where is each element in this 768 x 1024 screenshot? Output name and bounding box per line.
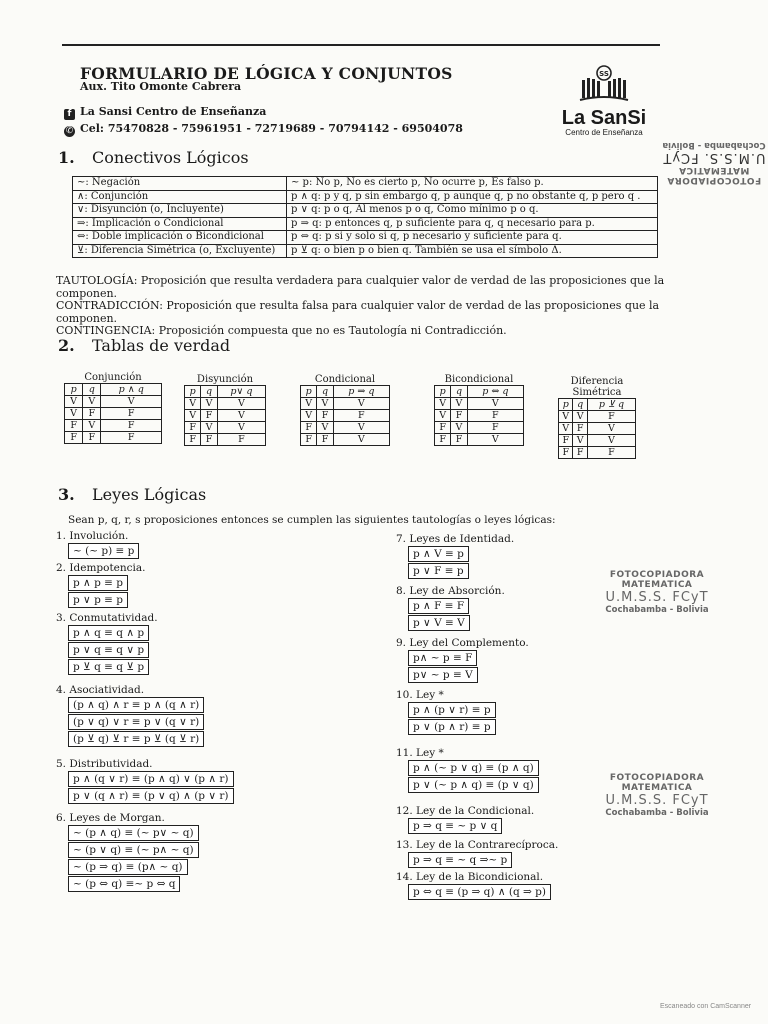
truth-table-cell: V (201, 398, 217, 410)
truth-table-row (301, 422, 390, 434)
law-group (396, 747, 539, 793)
vertical-stamp (662, 75, 766, 185)
truth-table-2 (184, 374, 266, 446)
law-title: 1. Involución. (56, 530, 129, 542)
truth-table-grid (434, 385, 524, 446)
truth-table-header: p (435, 386, 451, 398)
law-formula: p ∧ q ≡ q ∧ p (68, 625, 149, 641)
truth-table-cell: V (217, 410, 265, 422)
connective-name: ⇔: Doble implicación o Bicondicional (73, 231, 287, 245)
scanner-footer: Escaneado con CamScanner (660, 1003, 752, 1010)
truth-table-cell: V (65, 396, 83, 408)
section-3-title: Leyes Lógicas (92, 485, 207, 504)
connective-name: ∨: Disyunción (o, Incluyente) (73, 204, 287, 218)
truth-table-cell: F (301, 422, 317, 434)
truth-table-cell: V (101, 396, 162, 408)
law-title: 14. Ley de la Bicondicional. (396, 871, 544, 883)
connective-row (73, 204, 658, 218)
connective-row (73, 190, 658, 204)
truth-table-cell: V (333, 434, 389, 446)
truth-table-row (559, 435, 636, 447)
truth-table-1 (64, 372, 162, 444)
truth-table-cell: F (217, 434, 265, 446)
truth-table-header: q (201, 386, 217, 398)
connective-row (73, 177, 658, 191)
truth-table-cell: F (559, 435, 573, 447)
truth-table-cell: V (185, 410, 201, 422)
truth-table-header: p ⇔ q (467, 386, 523, 398)
truth-table-cell: F (451, 434, 467, 446)
truth-table-cell: F (201, 410, 217, 422)
truth-table-row (559, 447, 636, 459)
law-group (396, 585, 505, 631)
svg-text:SS: SS (599, 70, 609, 78)
truth-table-cell: F (101, 432, 162, 444)
logo-tagline: Centro de Enseñanza (565, 128, 643, 137)
truth-table-cell: F (587, 447, 635, 459)
law-formula: p ∨ p ≡ p (68, 592, 128, 608)
phone-numbers: Cel: 75470828 - 75961951 - 72719689 - 70794142 - 69504078 (80, 122, 463, 135)
truth-table-cell: V (201, 422, 217, 434)
section-3-number: 3. (58, 485, 75, 504)
center-name: La Sansi Centro de Enseñanza (80, 105, 267, 118)
truth-table-row (185, 434, 266, 446)
truth-table-row (185, 410, 266, 422)
truth-table-4 (434, 374, 524, 446)
truth-table-cell: F (435, 422, 451, 434)
truth-table-cell: V (217, 422, 265, 434)
stamp-a-line3: Cochabamba - Bolivia (605, 605, 709, 615)
truth-table-cell: V (217, 398, 265, 410)
truth-table-row (185, 422, 266, 434)
law-group (56, 562, 145, 608)
definitions (56, 275, 696, 338)
truth-table-row (301, 398, 390, 410)
section-3-heading (58, 485, 206, 504)
law-title: 13. Ley de la Contrarecíproca. (396, 839, 559, 851)
law-formula: p ∨ F ≡ p (408, 563, 469, 579)
truth-table-cell: V (301, 410, 317, 422)
truth-table-cell: V (559, 423, 573, 435)
truth-table-cell: V (333, 422, 389, 434)
truth-table-cell: V (65, 408, 83, 420)
truth-table-cell: V (573, 435, 587, 447)
law-formula: p ∨ (~ p ∧ q) ≡ (p ∨ q) (408, 777, 539, 793)
connective-description: ~ p: No p, No es cierto p, No ocurre p, Es falso p. (287, 177, 658, 191)
stamp-a-line2: U.M.S.S. FCyT (605, 590, 709, 605)
section-1-number: 1. (58, 148, 75, 167)
truth-table-cell: V (83, 420, 101, 432)
truth-table-header: q (317, 386, 333, 398)
truth-table-cell: V (559, 411, 573, 423)
law-title: 3. Conmutatividad. (56, 612, 158, 624)
truth-table-cell: F (65, 420, 83, 432)
law-formula: ~ (p ∨ q) ≡ (~ p∧ ~ q) (68, 842, 199, 858)
section-2-number: 2. (58, 336, 75, 355)
connective-row (73, 217, 658, 231)
truth-table-row (65, 420, 162, 432)
section-1-heading (58, 148, 249, 167)
connective-name: ∧: Conjunción (73, 190, 287, 204)
truth-table-cell: F (435, 434, 451, 446)
truth-table-cell: F (573, 423, 587, 435)
truth-table-cell: F (333, 410, 389, 422)
logo-brand: La SanSi (561, 107, 647, 129)
truth-table-header: q (573, 399, 587, 411)
truth-table-grid (184, 385, 266, 446)
truth-table-cell: F (559, 447, 573, 459)
document-title: FORMULARIO DE LÓGICA Y CONJUNTOS (80, 64, 453, 83)
connective-row (73, 244, 658, 258)
law-title: 5. Distributividad. (56, 758, 153, 770)
law-formula: p ∨ q ≡ q ∨ p (68, 642, 149, 658)
law-formula: p ⇒ q ≡ ~ p ∨ q (408, 818, 502, 834)
truth-table-row (301, 434, 390, 446)
connectives-table (72, 176, 658, 258)
truth-table-cell: V (467, 398, 523, 410)
law-formula: p ⊻ q ≡ q ⊻ p (68, 659, 149, 675)
whatsapp-icon: ✆ (65, 126, 74, 136)
truth-table-cell: V (333, 398, 389, 410)
truth-table-cell: F (317, 434, 333, 446)
truth-table-cell: F (185, 434, 201, 446)
law-formula: p ∧ p ≡ p (68, 575, 128, 591)
law-formula: p ∨ (p ∧ r) ≡ p (408, 719, 496, 735)
truth-table-header: p (185, 386, 201, 398)
stamp-b-line2: U.M.S.S. FCyT (605, 793, 709, 808)
law-formula: p ⇒ q ≡ ~ q ⇒~ p (408, 852, 512, 868)
law-formula: (p ∨ q) ∨ r ≡ p ∨ (q ∨ r) (68, 714, 204, 730)
truth-table-cell: V (451, 422, 467, 434)
book-logo-icon (574, 64, 634, 104)
lasansi-logo (548, 64, 660, 138)
truth-table-row (185, 398, 266, 410)
truth-table-row (435, 422, 524, 434)
truth-table-3 (300, 374, 390, 446)
truth-table-header: p∨ q (217, 386, 265, 398)
contingencia-definition: CONTINGENCIA: Proposición compuesta que no es Tautología ni Contradicción. (56, 324, 507, 337)
truth-table-title: Diferencia Simétrica (570, 376, 624, 398)
law-group (396, 533, 514, 579)
stamp-b-line3: Cochabamba - Bolivia (605, 808, 709, 818)
connective-description: p ∧ q: p y q, p sin embargo q, p aunque q, p no obstante q, p pero q . (287, 190, 658, 204)
truth-table-row (301, 410, 390, 422)
header-rule (62, 44, 660, 46)
law-group (56, 684, 204, 747)
law-group (56, 612, 158, 675)
laws-intro: Sean p, q, r, s proposiciones entonces se cumplen las siguientes tautologías o leyes lógicas: (68, 514, 556, 526)
law-formula: (p ∧ q) ∧ r ≡ p ∧ (q ∧ r) (68, 697, 204, 713)
contradiccion-definition: CONTRADICCIÓN: Proposición que resulta falsa para cualquier valor de verdad de las proposiciones que la componen. (56, 299, 660, 325)
truth-table-row (435, 410, 524, 422)
law-formula: p∧ ~ p ≡ F (408, 650, 477, 666)
law-title: 9. Ley del Complemento. (396, 637, 529, 649)
truth-table-cell: V (573, 411, 587, 423)
truth-table-cell: F (65, 432, 83, 444)
connective-description: p ∨ q: p o q, Al menos p o q, Como mínimo p o q. (287, 204, 658, 218)
truth-table-row (435, 434, 524, 446)
law-group (396, 839, 558, 868)
truth-table-cell: V (83, 396, 101, 408)
law-group (396, 637, 529, 683)
law-title: 2. Idempotencia. (56, 562, 146, 574)
center-line (64, 105, 266, 120)
truth-table-cell: F (83, 432, 101, 444)
connective-description: p ⊻ q: o bien p o bien q. También se usa el símbolo Δ. (287, 244, 658, 258)
truth-table-cell: F (573, 447, 587, 459)
law-formula: p ∧ (p ∨ r) ≡ p (408, 702, 496, 718)
truth-table-row (65, 396, 162, 408)
truth-table-cell: V (435, 410, 451, 422)
author-name: Aux. Tito Omonte Cabrera (80, 80, 242, 93)
truth-table-cell: F (467, 410, 523, 422)
law-formula: p∨ ~ p ≡ V (408, 667, 478, 683)
vstamp-line2: U.M.S.S. FCyT (662, 150, 766, 165)
law-formula: p ∨ (q ∧ r) ≡ (p ∨ q) ∧ (p ∨ r) (68, 788, 234, 804)
vstamp-line3: Cochabamba - Bolivia (662, 140, 766, 150)
truth-table-cell: F (301, 434, 317, 446)
truth-table-cell: F (467, 422, 523, 434)
truth-table-cell: F (101, 420, 162, 432)
law-formula: ~ (p ⇔ q) ≡~ p ⇔ q (68, 876, 180, 892)
truth-table-cell: V (587, 435, 635, 447)
truth-table-title: Condicional (314, 374, 376, 385)
law-title: 12. Ley de la Condicional. (396, 805, 535, 817)
section-2-heading (58, 336, 230, 355)
truth-table-cell: F (201, 434, 217, 446)
truth-table-title: Conjunción (84, 372, 142, 383)
truth-table-grid (64, 383, 162, 444)
truth-table-header: q (451, 386, 467, 398)
truth-table-cell: V (435, 398, 451, 410)
law-title: 4. Asociatividad. (56, 684, 145, 696)
vstamp-line1: FOTOCOPIADORA MATEMATICA (666, 165, 762, 185)
truth-table-header: p ⇒ q (333, 386, 389, 398)
law-title: 7. Leyes de Identidad. (396, 533, 515, 545)
law-formula: ~ (p ⇒ q) ≡ (p∧ ~ q) (68, 859, 188, 875)
law-title: 11. Ley * (396, 747, 444, 759)
truth-table-title: Bicondicional (444, 374, 514, 385)
law-group (56, 812, 199, 892)
truth-table-cell: V (301, 398, 317, 410)
stamp-b-line1: FOTOCOPIADORA MATEMATICA (609, 773, 705, 793)
law-group (396, 805, 534, 834)
law-group (396, 871, 551, 900)
truth-table-header: q (83, 384, 101, 396)
truth-table-header: p (65, 384, 83, 396)
stamp-a (582, 570, 732, 615)
truth-table-header: p ⊻ q (587, 399, 635, 411)
stamp-a-line1: FOTOCOPIADORA MATEMATICA (609, 570, 705, 590)
law-title: 8. Ley de Absorción. (396, 585, 505, 597)
stamp-b (582, 773, 732, 818)
connective-name: ~: Negación (73, 177, 287, 191)
truth-table-row (559, 423, 636, 435)
law-formula: p ∧ (~ p ∨ q) ≡ (p ∧ q) (408, 760, 539, 776)
law-formula: p ∧ V ≡ p (408, 546, 469, 562)
truth-table-cell: V (587, 423, 635, 435)
law-formula: ~ (p ∧ q) ≡ (~ p∨ ~ q) (68, 825, 199, 841)
truth-table-row (65, 432, 162, 444)
truth-table-row (559, 411, 636, 423)
connective-name: ⊻: Diferencia Simétrica (o, Excluyente) (73, 244, 287, 258)
connective-row (73, 231, 658, 245)
law-formula: p ∨ V ≡ V (408, 615, 470, 631)
truth-table-header: p (559, 399, 573, 411)
law-group (56, 530, 139, 559)
truth-table-header: p ∧ q (101, 384, 162, 396)
truth-table-cell: V (467, 434, 523, 446)
truth-table-cell: V (185, 398, 201, 410)
truth-table-grid (558, 398, 636, 459)
connective-name: ⇒: Implicación o Condicional (73, 217, 287, 231)
law-formula: p ∧ (q ∨ r) ≡ (p ∧ q) ∨ (p ∧ r) (68, 771, 234, 787)
truth-table-cell: F (83, 408, 101, 420)
truth-table-title: Disyunción (196, 374, 254, 385)
phone-line (64, 122, 463, 137)
truth-table-cell: F (317, 410, 333, 422)
law-formula: p ⇔ q ≡ (p ⇒ q) ∧ (q ⇒ p) (408, 884, 551, 900)
law-title: 10. Ley * (396, 689, 444, 701)
connective-description: p ⇔ q: p si y solo si q, p necesario y suficiente para q. (287, 231, 658, 245)
connective-description: p ⇒ q: p entonces q, p suficiente para q, q necesario para p. (287, 217, 658, 231)
truth-table-cell: V (317, 398, 333, 410)
law-group (56, 758, 234, 804)
truth-table-5 (558, 376, 636, 459)
section-2-title: Tablas de verdad (92, 336, 231, 355)
tautologia-definition: TAUTOLOGÍA: Proposición que resulta verdadera para cualquier valor de verdad de las proposiciones que la componen. (56, 274, 665, 300)
truth-table-row (65, 408, 162, 420)
law-formula: p ∧ F ≡ F (408, 598, 469, 614)
truth-table-cell: F (185, 422, 201, 434)
law-formula: (p ⊻ q) ⊻ r ≡ p ⊻ (q ⊻ r) (68, 731, 204, 747)
truth-table-cell: V (451, 398, 467, 410)
law-group (396, 689, 496, 735)
truth-table-cell: F (587, 411, 635, 423)
truth-table-row (435, 398, 524, 410)
truth-table-cell: V (317, 422, 333, 434)
facebook-icon: f (64, 109, 75, 120)
section-1-title: Conectivos Lógicos (92, 148, 249, 167)
truth-table-cell: F (451, 410, 467, 422)
truth-table-grid (300, 385, 390, 446)
law-formula: ~ (~ p) ≡ p (68, 543, 139, 559)
law-title: 6. Leyes de Morgan. (56, 812, 165, 824)
truth-table-cell: F (101, 408, 162, 420)
truth-table-header: p (301, 386, 317, 398)
